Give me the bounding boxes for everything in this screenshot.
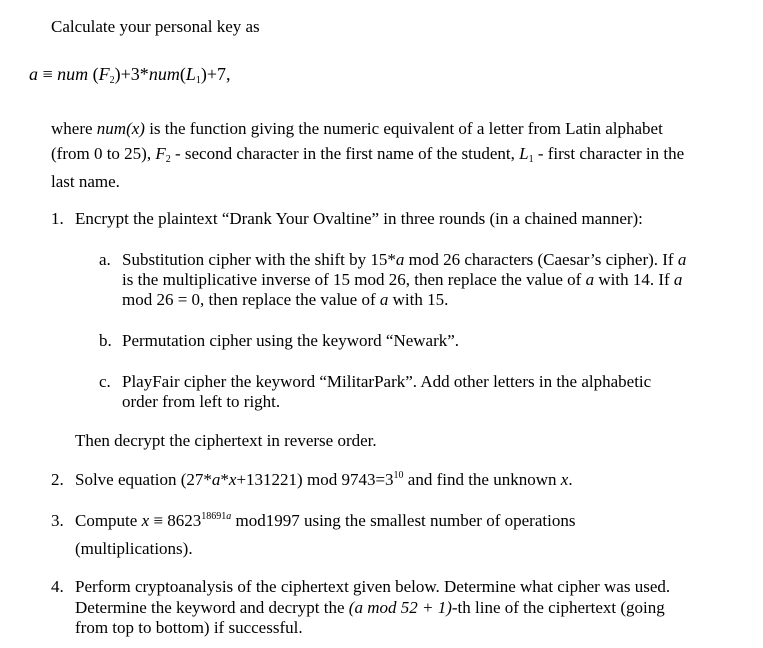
task-1b-letter: b. [99,331,112,350]
task-1a-t5: mod 26 = 0, then replace the value of [122,290,380,309]
task-2-t3: +131221) mod 9743=3 [236,470,394,489]
where-x-arg: (x) [126,119,145,138]
where-line-1 [51,118,663,139]
task-3-t1: Compute [75,511,142,530]
task-2-text [75,469,573,490]
task-1a-line-3 [122,289,448,310]
task-1c-line-2: order from left to right. [122,392,281,411]
where-line-3: last name. [51,172,120,191]
task-1a-line-2 [122,269,682,290]
task-1a-a4: a [673,270,683,289]
formula-a: a [29,64,38,84]
where-l1-sub: 1 [528,154,534,165]
task-1a-t4: with 14. If [594,270,674,289]
task-3-line-2: (multiplications). [75,539,193,558]
task-1a-letter: a. [99,250,111,269]
task-3-exp-num: 18691 [201,511,227,522]
task-1c-line-1: PlayFair cipher the keyword “MilitarPark”. Add other letters in the alphabetic [122,372,652,391]
where-line2-a: (from 0 to 25), [51,144,156,163]
task-2-t5: . [568,470,573,489]
task-1a-a3: a [585,270,595,289]
task-4-line2-b: -th line of the ciphertext (going [451,598,665,617]
where-num-fn: num [96,119,127,138]
task-1a-t1: Substitution cipher with the shift by 15* [122,250,396,269]
task-4-number: 4. [51,577,64,596]
task-2-a: a [211,470,221,489]
formula-num1: num [57,64,89,84]
task-1-number: 1. [51,209,64,228]
formula-close2: )+7, [200,64,231,84]
task-2-t2: * [220,470,229,489]
task-4-line-3: from top to bottom) if successful. [75,618,303,637]
task-2-t1: Solve equation (27* [75,470,212,489]
task-1c-letter: c. [99,372,111,391]
task-4-expr: (a mod 52 + 1) [348,598,452,617]
where-line2-b: - second character in the first name of the student, [170,144,520,163]
task-2-t4: and find the unknown [403,470,561,489]
formula-equiv: ≡ [38,64,58,84]
task-3-t2: ≡ 8623 [149,511,202,530]
task-3-line-1 [75,510,575,531]
formula-num2: num [148,64,180,84]
task-1a-t2: mod 26 characters (Caesar’s cipher). If [404,250,678,269]
task-1a-a5: a [379,290,389,309]
task-1b-text: Permutation cipher using the keyword “Newark”. [122,331,460,350]
where-line2-c: - first character in the [533,144,685,163]
where-f2-sub: 2 [165,154,171,165]
task-1a-line-1 [122,249,686,270]
formula-f: F [98,64,110,84]
task-1-text: Encrypt the plaintext “Drank Your Ovaltine” in three rounds (in a chained manner): [75,209,643,228]
task-3-exp [201,511,231,522]
task-4-line-1: Perform cryptoanalysis of the ciphertext given below. Determine what cipher was used. [75,577,671,596]
where-word: where [51,119,97,138]
key-formula [29,64,230,85]
where-rest-1: is the function giving the numeric equivalent of a letter from Latin alphabet [144,119,663,138]
formula-open2: ( [179,64,186,84]
task-1-then: Then decrypt the ciphertext in reverse order. [75,431,377,450]
task-4-line2-a: Determine the keyword and decrypt the [75,598,349,617]
task-2-exp: 10 [393,470,404,481]
task-1a-t3: is the multiplicative inverse of 15 mod 26, then replace the value of [122,270,586,289]
formula-f-sub: 2 [109,75,115,86]
task-3-exp-a: a [226,511,232,522]
where-line-2 [51,143,684,164]
intro-line: Calculate your personal key as [51,17,260,36]
where-l1: L [519,144,529,163]
formula-l: L [185,64,196,84]
formula-open1: ( [88,64,99,84]
task-1a-a1: a [395,250,405,269]
formula-l-sub: 1 [195,75,201,86]
task-3-t3: mod1997 using the smallest number of operations [231,511,576,530]
formula-close1: )+3* [114,64,149,84]
task-1a-a2: a [677,250,687,269]
task-1a-t6: with 15. [388,290,449,309]
task-2-x1: x [228,470,237,489]
task-3-x: x [141,511,150,530]
task-2-number: 2. [51,470,64,489]
where-f2: F [155,144,166,163]
task-4-line-2 [75,597,665,618]
task-3-number: 3. [51,511,64,530]
task-2-x2: x [560,470,569,489]
